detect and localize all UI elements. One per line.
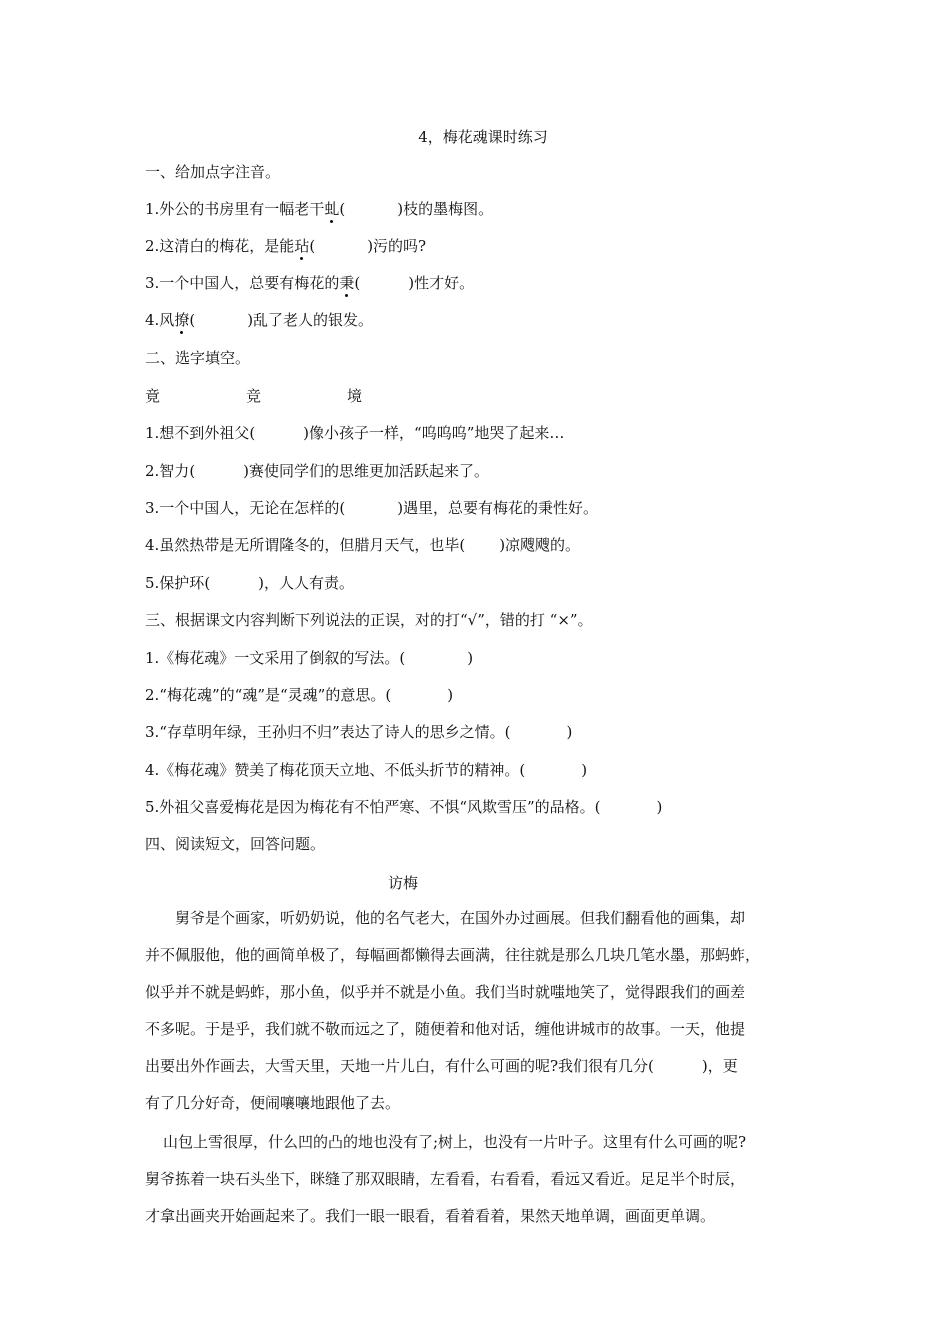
passage-line: 舅爷是个画家，听奶奶说，他的名气老大，在国外办过画展。但我们翻看他的画集，却 <box>175 909 746 927</box>
passage-line: 出要出外作画去，大雪天里，天地一片儿白，有什么可画的呢?我们很有几分( )，更 <box>145 1057 738 1075</box>
answer-blank[interactable]: ( ) <box>399 649 474 667</box>
s3-question-3: 3.“存草明年绿，王孙归不归”表达了诗人的思乡之情。( ) <box>145 723 573 741</box>
s1-question-2: 2.这清白的梅花，是能玷( )污的吗? <box>145 237 427 255</box>
answer-blank[interactable]: ( ) <box>249 424 310 442</box>
s2-question-1: 1.想不到外祖父( )像小孩子一样，“呜呜呜”地哭了起来… <box>145 424 565 442</box>
passage-paragraph-1 <box>145 900 807 1122</box>
s2-question-4: 4.虽然热带是无所谓隆冬的，但腊月天气，也毕( )凉飕飕的。 <box>145 536 581 554</box>
s2-question-2: 2.智力( )赛使同学们的思维更加活跃起来了。 <box>145 462 490 480</box>
section-1-heading: 一、给加点字注音。 <box>145 163 281 181</box>
answer-blank[interactable]: ( ) <box>594 798 663 816</box>
passage-line: 不多呢。于是乎，我们就不敬而远之了，随便着和他对话，缠他讲城市的故事。一天，他提 <box>145 1020 746 1038</box>
passage-line: 舅爷拣着一块石头坐下，眯缝了那双眼睛，左看看，右看看，看远又看近。足足半个时辰， <box>145 1170 746 1188</box>
s3-question-5: 5.外祖父喜爱梅花是因为梅花有不怕严寒、不惧“风欺雪压”的品格。( ) <box>145 798 663 816</box>
char-choice: 境 <box>347 387 363 405</box>
answer-blank[interactable]: ( ) <box>309 237 374 255</box>
section-4-heading: 四、阅读短文，回答问题。 <box>145 835 326 853</box>
passage-line: 才拿出画夹开始画起来了。我们一眼一眼看，看着看着，果然天地单调，画面更单调。 <box>145 1207 716 1225</box>
s1-question-3: 3.一个中国人，总要有梅花的秉( )性才好。 <box>145 274 475 292</box>
passage-line: 有了几分好奇，便闹嚷嚷地跟他了去。 <box>145 1094 401 1112</box>
passage-line: 似乎并不就是蚂蚱，那小鱼，似乎并不就是小鱼。我们当时就嗤地笑了，觉得跟我们的画差 <box>145 983 746 1001</box>
answer-blank[interactable]: ( ) <box>189 462 250 480</box>
answer-blank[interactable]: ( ) <box>339 499 404 517</box>
answer-blank[interactable]: ( ) <box>385 686 454 704</box>
section-3-heading: 三、根据课文内容判断下列说法的正误，对的打“√”，错的打 “×”。 <box>145 611 593 629</box>
answer-blank[interactable]: ( ) <box>504 723 573 741</box>
s1-question-4: 4.风撩( )乱了老人的银发。 <box>145 311 374 329</box>
answer-blank[interactable]: ( ) <box>354 274 415 292</box>
char-choice: 竟 <box>145 387 161 405</box>
passage-line: 并不佩服他，他的画简单极了，每幅画都懒得去画满，往往就是那么几块几笔水墨，那蚂蚱， <box>145 946 761 964</box>
answer-blank[interactable]: ( ) <box>459 536 506 554</box>
dotted-char: 撩 <box>174 311 190 329</box>
answer-blank[interactable]: ( ) <box>204 574 265 592</box>
dotted-char: 玷 <box>294 237 310 255</box>
s3-question-2: 2.“梅花魂”的“魂”是“灵魂”的意思。( ) <box>145 686 454 704</box>
char-choice: 竞 <box>246 387 262 405</box>
section-2-heading: 二、选字填空。 <box>145 349 251 367</box>
s2-question-5: 5.保护环( )，人人有责。 <box>145 574 355 592</box>
char-choices <box>145 386 362 406</box>
page-title: 4，梅花魂课时练习 <box>418 128 548 146</box>
s2-question-3: 3.一个中国人，无论在怎样的( )遇里，总要有梅花的秉性好。 <box>145 499 599 517</box>
s3-question-1: 1.《梅花魂》一文采用了倒叙的写法。( ) <box>145 649 474 667</box>
dotted-char: 虬 <box>324 200 340 218</box>
answer-blank[interactable]: ( ) <box>648 1057 708 1075</box>
s3-question-4: 4.《梅花魂》赞美了梅花顶天立地、不低头折节的精神。( ) <box>145 761 588 779</box>
passage-title: 访梅 <box>387 874 418 892</box>
answer-blank[interactable]: ( ) <box>519 761 588 779</box>
answer-blank[interactable]: ( ) <box>339 200 404 218</box>
dotted-char: 秉 <box>339 274 355 292</box>
passage-line: 山包上雪很厚，什么凹的凸的地也没有了;树上，也没有一片叶子。这里有什么可画的呢? <box>163 1133 747 1151</box>
passage-paragraph-2 <box>145 1124 807 1235</box>
s1-question-1: 1.外公的书房里有一幅老干虬( )枝的墨梅图。 <box>145 200 494 218</box>
answer-blank[interactable]: ( ) <box>189 311 254 329</box>
